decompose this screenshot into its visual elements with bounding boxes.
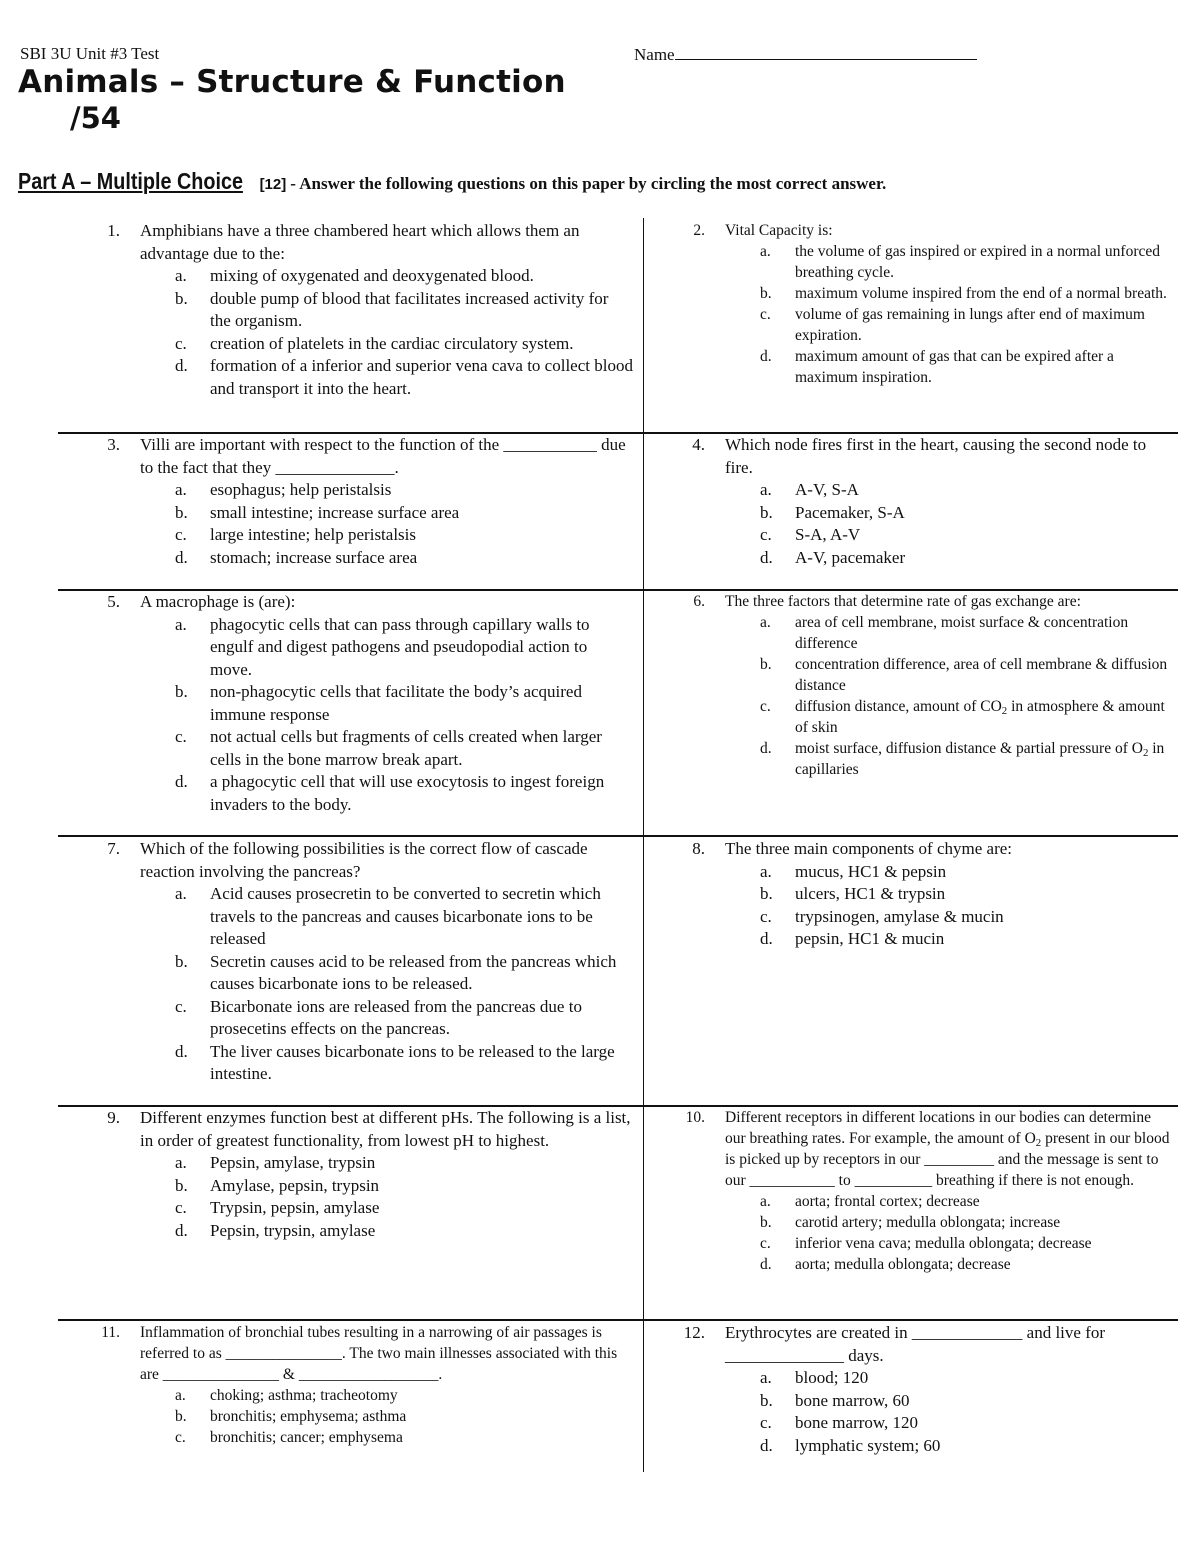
answer-option[interactable]: [643, 654, 1173, 696]
question-stem: [58, 434, 633, 479]
option-letter: c.: [175, 727, 187, 746]
answer-option[interactable]: [58, 265, 633, 288]
option-text: concentration difference, area of cell membrane & diffusion distance: [795, 656, 1168, 694]
answer-option[interactable]: [58, 681, 633, 726]
answer-option[interactable]: [58, 1041, 633, 1086]
option-letter: a.: [175, 1153, 187, 1172]
option-text: diffusion distance, amount of CO: [795, 698, 1002, 715]
option-text: small intestine; increase surface area: [210, 502, 460, 522]
option-text-continued: in capillaries: [795, 740, 1165, 778]
option-text: Secretin causes acid to be released from the pancreas which causes bicarbonate ions to be released.: [210, 951, 617, 993]
option-text: Amylase, pepsin, trypsin: [210, 1175, 380, 1195]
answer-option[interactable]: [643, 1191, 1173, 1212]
option-letter: d.: [760, 547, 773, 567]
option-text: creation of platelets in the cardiac circulatory system.: [210, 333, 574, 353]
subscript: 2: [1142, 747, 1149, 759]
answer-option[interactable]: [58, 951, 633, 996]
option-text: lymphatic system; 60: [795, 1435, 941, 1455]
option-text: bronchitis; cancer; emphysema: [210, 1429, 403, 1446]
subscript: 2: [1035, 1137, 1042, 1149]
option-text: maximum amount of gas that can be expired after a maximum inspiration.: [795, 348, 1114, 386]
answer-option[interactable]: [643, 1412, 1173, 1435]
option-text: Pepsin, trypsin, amylase: [210, 1220, 376, 1240]
option-text: esophagus; help peristalsis: [210, 480, 392, 499]
option-text: Pepsin, amylase, trypsin: [210, 1153, 376, 1172]
question-stem: [643, 220, 1173, 241]
option-text: aorta; medulla oblongata; decrease: [795, 1256, 1011, 1273]
answer-option[interactable]: [643, 738, 1173, 780]
question-12: [643, 1322, 1173, 1457]
answer-option[interactable]: [58, 614, 633, 682]
answer-option[interactable]: [58, 883, 633, 951]
option-letter: c.: [760, 906, 772, 926]
answer-option[interactable]: [58, 996, 633, 1041]
option-text: Bicarbonate ions are released from the pancreas due to prosecetins effects on the pancreas.: [210, 996, 582, 1038]
option-letter: b.: [175, 1408, 187, 1425]
answer-options: [643, 861, 1173, 951]
question-stem: [643, 1322, 1173, 1367]
option-text: non-phagocytic cells that facilitate the body’s acquired immune response: [210, 682, 582, 724]
answer-options: [58, 614, 633, 817]
option-letter: c.: [760, 306, 771, 323]
name-blank-line[interactable]: [675, 44, 977, 60]
option-text: area of cell membrane, moist surface & concentration difference: [795, 614, 1129, 652]
option-letter: a.: [175, 480, 187, 499]
answer-option[interactable]: [58, 726, 633, 771]
answer-option[interactable]: [58, 524, 633, 547]
answer-option[interactable]: [58, 1427, 633, 1448]
answer-option[interactable]: [643, 1390, 1173, 1413]
question-number: 1.: [107, 221, 120, 240]
question-number: 2.: [693, 222, 705, 239]
option-text: not actual cells but fragments of cells created when larger cells in the bone marrow break apart.: [210, 727, 602, 769]
option-letter: d.: [175, 356, 188, 375]
question-stem: [643, 1107, 1173, 1191]
question-text: Vital Capacity is:: [725, 222, 833, 239]
option-letter: d.: [760, 1256, 772, 1273]
option-letter: d.: [175, 1220, 188, 1240]
option-letter: a.: [175, 614, 187, 634]
answer-option[interactable]: [643, 906, 1173, 929]
answer-option[interactable]: [58, 479, 633, 502]
option-text: A-V, S-A: [795, 480, 859, 499]
option-letter: d.: [175, 772, 188, 791]
answer-option[interactable]: [58, 288, 633, 333]
part-a-heading: [18, 168, 886, 195]
part-a-instruction: - Answer the following questions on this paper by circling the most correct answer.: [290, 174, 887, 193]
option-letter: a.: [760, 614, 771, 631]
course-code: SBI 3U Unit #3 Test: [20, 44, 160, 63]
option-letter: d.: [760, 1435, 773, 1455]
question-text: Different enzymes function best at different pHs. The following is a list, in order of greatest functionality, from lowest pH to highest.: [140, 1108, 631, 1150]
name-field: [634, 44, 977, 65]
answer-option[interactable]: [58, 1175, 633, 1198]
option-letter: c.: [175, 333, 187, 353]
option-text: Pacemaker, S-A: [795, 502, 905, 522]
option-letter: a.: [760, 861, 772, 881]
question-9: [58, 1107, 633, 1242]
question-number: 9.: [107, 1108, 120, 1127]
option-text: Trypsin, pepsin, amylase: [210, 1198, 380, 1217]
question-number: 7.: [107, 839, 120, 858]
test-title: Animals – Structure & Function: [18, 64, 566, 100]
answer-options: [643, 479, 1173, 569]
option-text: a phagocytic cell that will use exocytosis to ingest foreign invaders to the body.: [210, 772, 605, 814]
answer-option[interactable]: [643, 1254, 1173, 1275]
question-number: 8.: [692, 839, 705, 858]
question-10: [643, 1107, 1173, 1275]
option-text: inferior vena cava; medulla oblongata; decrease: [795, 1235, 1092, 1252]
option-letter: a.: [760, 1368, 772, 1387]
option-text: aorta; frontal cortex; decrease: [795, 1193, 980, 1210]
answer-option[interactable]: [58, 547, 633, 570]
option-text: large intestine; help peristalsis: [210, 525, 417, 544]
answer-options: [58, 479, 633, 569]
row-divider: [58, 835, 1178, 837]
option-letter: b.: [175, 288, 188, 308]
option-letter: d.: [760, 740, 772, 757]
question-text: Which of the following possibilities is the correct flow of cascade reaction involving the pancreas?: [140, 839, 588, 881]
answer-option[interactable]: [643, 883, 1173, 906]
option-text: phagocytic cells that can pass through capillary walls to engulf and digest pathogens and pseudopodial action to move.: [210, 614, 590, 679]
option-text: mucus, HC1 & pepsin: [795, 861, 947, 881]
question-number: 3.: [107, 435, 120, 454]
question-6: [643, 591, 1173, 780]
question-stem: [58, 591, 633, 614]
answer-option[interactable]: [58, 355, 633, 400]
question-1: [58, 220, 633, 400]
name-label: Name: [634, 45, 675, 64]
question-text: Inflammation of bronchial tubes resulting in a narrowing of air passages is referred to as _______________. The two main illnesses associated with this are _______________ & __________________.: [140, 1324, 618, 1383]
option-letter: a.: [175, 266, 187, 285]
option-letter: d.: [175, 547, 188, 567]
answer-options: [643, 241, 1173, 388]
answer-option[interactable]: [58, 1385, 633, 1406]
answer-option[interactable]: [58, 333, 633, 356]
option-letter: b.: [760, 1214, 772, 1231]
question-number: 11.: [101, 1324, 120, 1341]
option-text: trypsinogen, amylase & mucin: [795, 906, 1004, 926]
option-letter: a.: [760, 243, 771, 260]
option-text: pepsin, HC1 & mucin: [795, 929, 945, 948]
option-text: bone marrow, 120: [795, 1413, 919, 1432]
answer-option[interactable]: [58, 502, 633, 525]
question-number: 5.: [107, 592, 120, 611]
question-number: 10.: [685, 1109, 705, 1126]
option-text: formation of a inferior and superior vena cava to collect blood and transport it into the heart.: [210, 356, 633, 398]
answer-option[interactable]: [643, 241, 1173, 283]
option-letter: b.: [175, 1175, 188, 1195]
option-text: the volume of gas inspired or expired in a normal unforced breathing cycle.: [795, 243, 1160, 281]
option-letter: c.: [760, 1413, 772, 1432]
question-stem: [643, 434, 1173, 479]
answer-option[interactable]: [643, 524, 1173, 547]
subscript: 2: [1001, 705, 1008, 717]
option-text: bone marrow, 60: [795, 1390, 910, 1410]
option-letter: c.: [175, 996, 187, 1016]
answer-options: [58, 1152, 633, 1242]
answer-option[interactable]: [643, 1367, 1173, 1390]
answer-option[interactable]: [58, 1406, 633, 1427]
option-text-continued: in atmosphere & amount of skin: [795, 698, 1165, 736]
answer-options: [643, 612, 1173, 780]
question-8: [643, 838, 1173, 951]
answer-option[interactable]: [643, 1212, 1173, 1233]
answer-options: [58, 883, 633, 1086]
question-3: [58, 434, 633, 569]
answer-option[interactable]: [643, 1233, 1173, 1254]
option-letter: b.: [175, 951, 188, 971]
option-letter: b.: [760, 656, 772, 673]
question-text: A macrophage is (are):: [140, 592, 296, 611]
answer-option[interactable]: [643, 1435, 1173, 1458]
option-letter: c.: [175, 1429, 186, 1446]
question-text-continued: present in our blood is picked up by receptors in our _________ and the message is sent to our ___________ to __________ breathing if there is not enough.: [725, 1130, 1170, 1189]
option-text: The liver causes bicarbonate ions to be released to the large intestine.: [210, 1041, 615, 1083]
answer-option[interactable]: [643, 696, 1173, 738]
option-letter: b.: [175, 502, 188, 522]
answer-option[interactable]: [643, 346, 1173, 388]
question-5: [58, 591, 633, 816]
option-letter: c.: [760, 525, 772, 544]
row-divider: [58, 1319, 1178, 1321]
option-text: mixing of oxygenated and deoxygenated blood.: [210, 266, 534, 285]
option-text: carotid artery; medulla oblongata; increase: [795, 1214, 1061, 1231]
question-text: The three factors that determine rate of gas exchange are:: [725, 593, 1081, 610]
answer-option[interactable]: [643, 928, 1173, 951]
part-a-marks: [12]: [259, 176, 287, 193]
answer-option[interactable]: [643, 502, 1173, 525]
option-letter: a.: [175, 1387, 186, 1404]
question-number: 4.: [692, 435, 705, 454]
option-letter: b.: [760, 285, 772, 302]
option-text: volume of gas remaining in lungs after end of maximum expiration.: [795, 306, 1145, 344]
option-text: moist surface, diffusion distance & partial pressure of O: [795, 740, 1143, 757]
option-text: ulcers, HC1 & trypsin: [795, 884, 946, 903]
answer-option[interactable]: [643, 283, 1173, 304]
option-letter: a.: [760, 480, 772, 499]
question-stem: [643, 838, 1173, 861]
option-letter: b.: [760, 884, 773, 903]
question-text: Erythrocytes are created in _____________ and live for ______________ days.: [725, 1323, 1106, 1365]
answer-option[interactable]: [643, 861, 1173, 884]
option-text: S-A, A-V: [795, 525, 861, 544]
question-stem: [58, 1322, 633, 1385]
answer-options: [643, 1191, 1173, 1275]
option-letter: a.: [175, 884, 187, 903]
option-text: stomach; increase surface area: [210, 547, 418, 567]
answer-option[interactable]: [643, 612, 1173, 654]
question-text: Different receptors in different locations in our bodies can determine our breathing rates. For example, the amount of O: [725, 1109, 1151, 1147]
option-letter: c.: [760, 698, 771, 715]
question-text: The three main components of chyme are:: [725, 839, 1012, 858]
option-text: bronchitis; emphysema; asthma: [210, 1408, 407, 1425]
option-letter: a.: [760, 1193, 771, 1210]
question-11: [58, 1322, 633, 1448]
answer-option[interactable]: [643, 304, 1173, 346]
option-text: double pump of blood that facilitates increased activity for the organism.: [210, 288, 609, 330]
question-stem: [58, 220, 633, 265]
question-text: Amphibians have a three chambered heart which allows them an advantage due to the:: [140, 221, 580, 263]
option-text: A-V, pacemaker: [795, 547, 906, 567]
answer-option[interactable]: [643, 479, 1173, 502]
answer-option[interactable]: [58, 771, 633, 816]
option-letter: c.: [175, 1198, 187, 1217]
option-text: blood; 120: [795, 1368, 869, 1387]
answer-option[interactable]: [643, 547, 1173, 570]
part-a-label: Part A – Multiple Choice: [18, 168, 243, 194]
question-stem: [643, 591, 1173, 612]
answer-options: [643, 1367, 1173, 1457]
question-text: Which node fires first in the heart, causing the second node to fire.: [725, 435, 1147, 477]
answer-options: [58, 265, 633, 400]
option-letter: b.: [175, 682, 188, 701]
question-number: 12.: [683, 1323, 705, 1342]
answer-option[interactable]: [58, 1220, 633, 1243]
answer-options: [58, 1385, 633, 1448]
option-letter: c.: [175, 525, 187, 544]
option-letter: b.: [760, 1390, 773, 1410]
option-letter: b.: [760, 502, 773, 522]
option-letter: d.: [175, 1041, 188, 1061]
option-text: maximum volume inspired from the end of a normal breath.: [795, 285, 1167, 302]
option-letter: d.: [760, 348, 772, 365]
question-7: [58, 838, 633, 1086]
answer-option[interactable]: [58, 1152, 633, 1175]
question-text: Villi are important with respect to the function of the ___________ due to the fact that they ______________.: [140, 435, 626, 477]
option-text: Acid causes prosecretin to be converted to secretin which travels to the pancreas and causes bicarbonate ions to be released: [210, 884, 601, 948]
question-stem: [58, 838, 633, 883]
total-score: /54: [70, 101, 121, 135]
answer-option[interactable]: [58, 1197, 633, 1220]
question-number: 6.: [693, 593, 705, 610]
question-2: [643, 220, 1173, 388]
option-text: choking; asthma; tracheotomy: [210, 1387, 398, 1404]
question-stem: [58, 1107, 633, 1152]
question-4: [643, 434, 1173, 569]
option-letter: d.: [760, 929, 773, 948]
option-letter: c.: [760, 1235, 771, 1252]
